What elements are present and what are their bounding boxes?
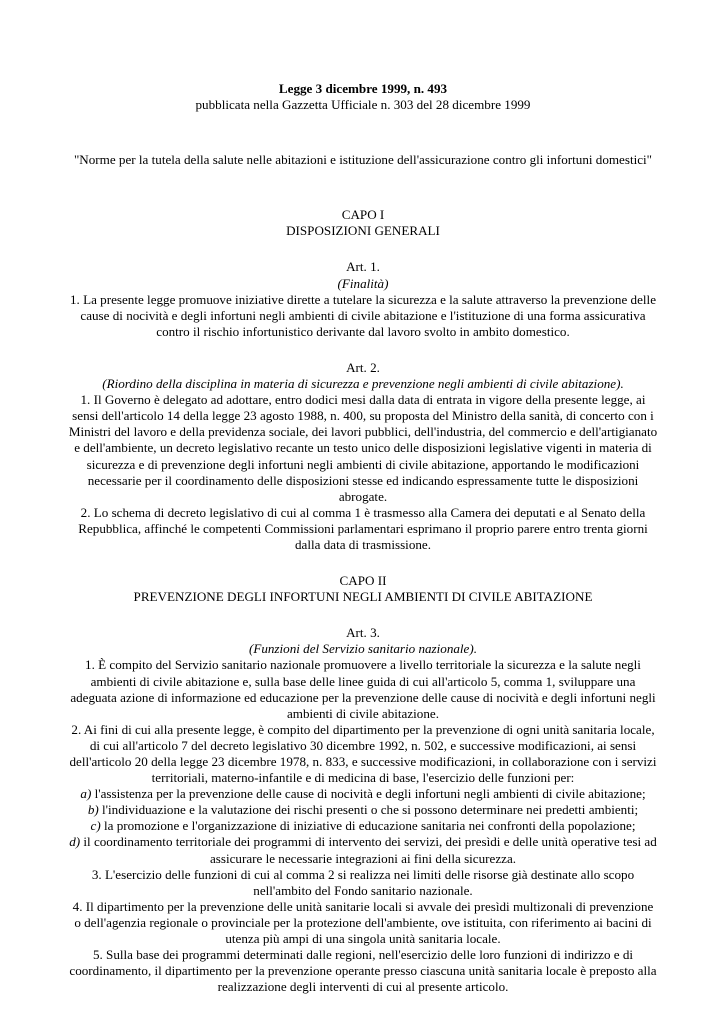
item-a-text: l'assistenza per la prevenzione delle cause di nocività e degli infortuni negli ambienti di civile abitazione; xyxy=(91,786,646,802)
art-1-rubric: (Finalità) xyxy=(337,275,389,291)
art-3-item-b xyxy=(68,802,658,818)
art-3-comma-2: 2. Ai fini di cui alla presente legge, è compito del dipartimento per la prevenzione di ogni unità sanitaria locale, di cui all'articolo 7 del decreto legislativo 30 dicembre 1992, n. 502, e successive modificazioni, ai sensi dell'articolo 20 della legge 23 dicembre 1978, n. 833, e successive modificazioni, in collaborazione con i servizi territoriali, materno-infantile e di medicina di base, l'esercizio delle funzioni per: xyxy=(69,721,657,786)
art-3-rubric: (Funzioni del Servizio sanitario nazionale). xyxy=(248,641,478,657)
art-2-comma-2: 2. Lo schema di decreto legislativo di cui al comma 1 è trasmesso alla Camera dei deputati e al Senato della Repubblica, affinché le competenti Commissioni parlamentari esprimano il proprio parere entro trenta giorni dalla data di trasmissione. xyxy=(78,504,648,552)
item-d-letter: d) xyxy=(69,834,81,850)
law-title: Legge 3 dicembre 1999, n. 493 xyxy=(278,81,448,96)
item-a-letter: a) xyxy=(80,786,92,802)
capo-2-label: CAPO II xyxy=(339,573,387,589)
item-b-letter: b) xyxy=(87,802,99,818)
capo-1-label: CAPO I xyxy=(341,207,385,223)
art-3-comma-3: 3. L'esercizio delle funzioni di cui al comma 2 si realizza nei limiti delle risorse già destinate allo scopo nell'ambito del Fondo sanitario nazionale. xyxy=(91,866,635,898)
item-d-text: il coordinamento territoriale dei programmi di intervento dei servizi, dei presìdi e delle unità operative tesi ad assicurare le necessarie integrazioni ai fini della sicurezza. xyxy=(80,834,657,866)
art-3-item-d xyxy=(68,834,658,866)
item-b-text: l'individuazione e la valutazione dei rischi presenti o che si possono determinare nei predetti ambienti; xyxy=(98,802,639,818)
law-name: "Norme per la tutela della salute nelle abitazioni e istituzione dell'assicurazione contro gli infortuni domestici" xyxy=(73,152,653,168)
art-3-item-c xyxy=(68,818,658,834)
gazette-subtitle: pubblicata nella Gazzetta Ufficiale n. 303 del 28 dicembre 1999 xyxy=(195,97,531,113)
item-c-letter: c) xyxy=(90,818,101,834)
art-3-comma-1: 1. È compito del Servizio sanitario nazionale promuovere a livello territoriale la sicurezza e la salute negli ambienti di civile abitazione e, sulla base delle linee guida di cui all'articolo 5, comma 1, sviluppare una adeguata azione di informazione ed educazione per la prevenzione delle cause di nocività e degli infortuni negli ambienti di civile abitazione. xyxy=(70,657,656,721)
art-3-comma-4: 4. Il dipartimento per la prevenzione delle unità sanitarie locali si avvale dei presìdi multizonali di prevenzione o dell'agenzia regionale o provinciale per la protezione dell'ambiente, ove istituita, con riferimento ai bacini di utenza più ampi di una singola unità sanitaria locale. xyxy=(72,898,654,947)
art-2-label: Art. 2. xyxy=(346,359,380,375)
art-2-comma-1: 1. Il Governo è delegato ad adottare, entro dodici mesi dalla data di entrata in vigore della presente legge, ai sensi dell'articolo 14 della legge 23 agosto 1988, n. 400, su proposta del Ministro della sanità, di concerto con i Ministri del lavoro e della previdenza sociale, dei lavori pubblici, dell'industria, del commercio e dell'artigianato e dell'ambiente, un decreto legislativo recante un testo unico delle disposizioni legislative vigenti in materia di sicurezza e di prevenzione degli infortuni negli ambienti di civile abitazione, apportando le modificazioni necessarie per il coordinamento delle disposizioni stesse ed indicando espressamente tutte le disposizioni abrogate. xyxy=(68,392,658,504)
document-page xyxy=(68,81,658,995)
art-1-comma-1: 1. La presente legge promuove iniziative dirette a tutelare la sicurezza e la salute attraverso la prevenzione delle cause di nocività e degli infortuni negli ambienti di civile abitazione e l'istituzione di una forma assicurativa contro il rischio infortunistico derivante dal lavoro svolto in ambito domestico. xyxy=(69,291,657,339)
capo-2-title: PREVENZIONE DEGLI INFORTUNI NEGLI AMBIENTI DI CIVILE ABITAZIONE xyxy=(133,589,593,605)
art-3-comma-5: 5. Sulla base dei programmi determinati dalle regioni, nell'esercizio delle loro funzioni di indirizzo e di coordinamento, il dipartimento per la prevenzione operante presso ciascuna unità sanitaria locale è preposto alla realizzazione degli interventi di cui al presente articolo. xyxy=(69,947,657,995)
art-2-rubric: (Riordino della disciplina in materia di sicurezza e prevenzione negli ambienti di civile abitazione). xyxy=(102,376,624,392)
art-1-label: Art. 1. xyxy=(346,259,380,275)
art-3-item-a xyxy=(68,786,658,802)
capo-1-title: DISPOSIZIONI GENERALI xyxy=(286,223,440,239)
art-3-label: Art. 3. xyxy=(346,625,380,641)
item-c-text: la promozione e l'organizzazione di iniziative di educazione sanitaria nei confronti della popolazione; xyxy=(100,818,636,834)
